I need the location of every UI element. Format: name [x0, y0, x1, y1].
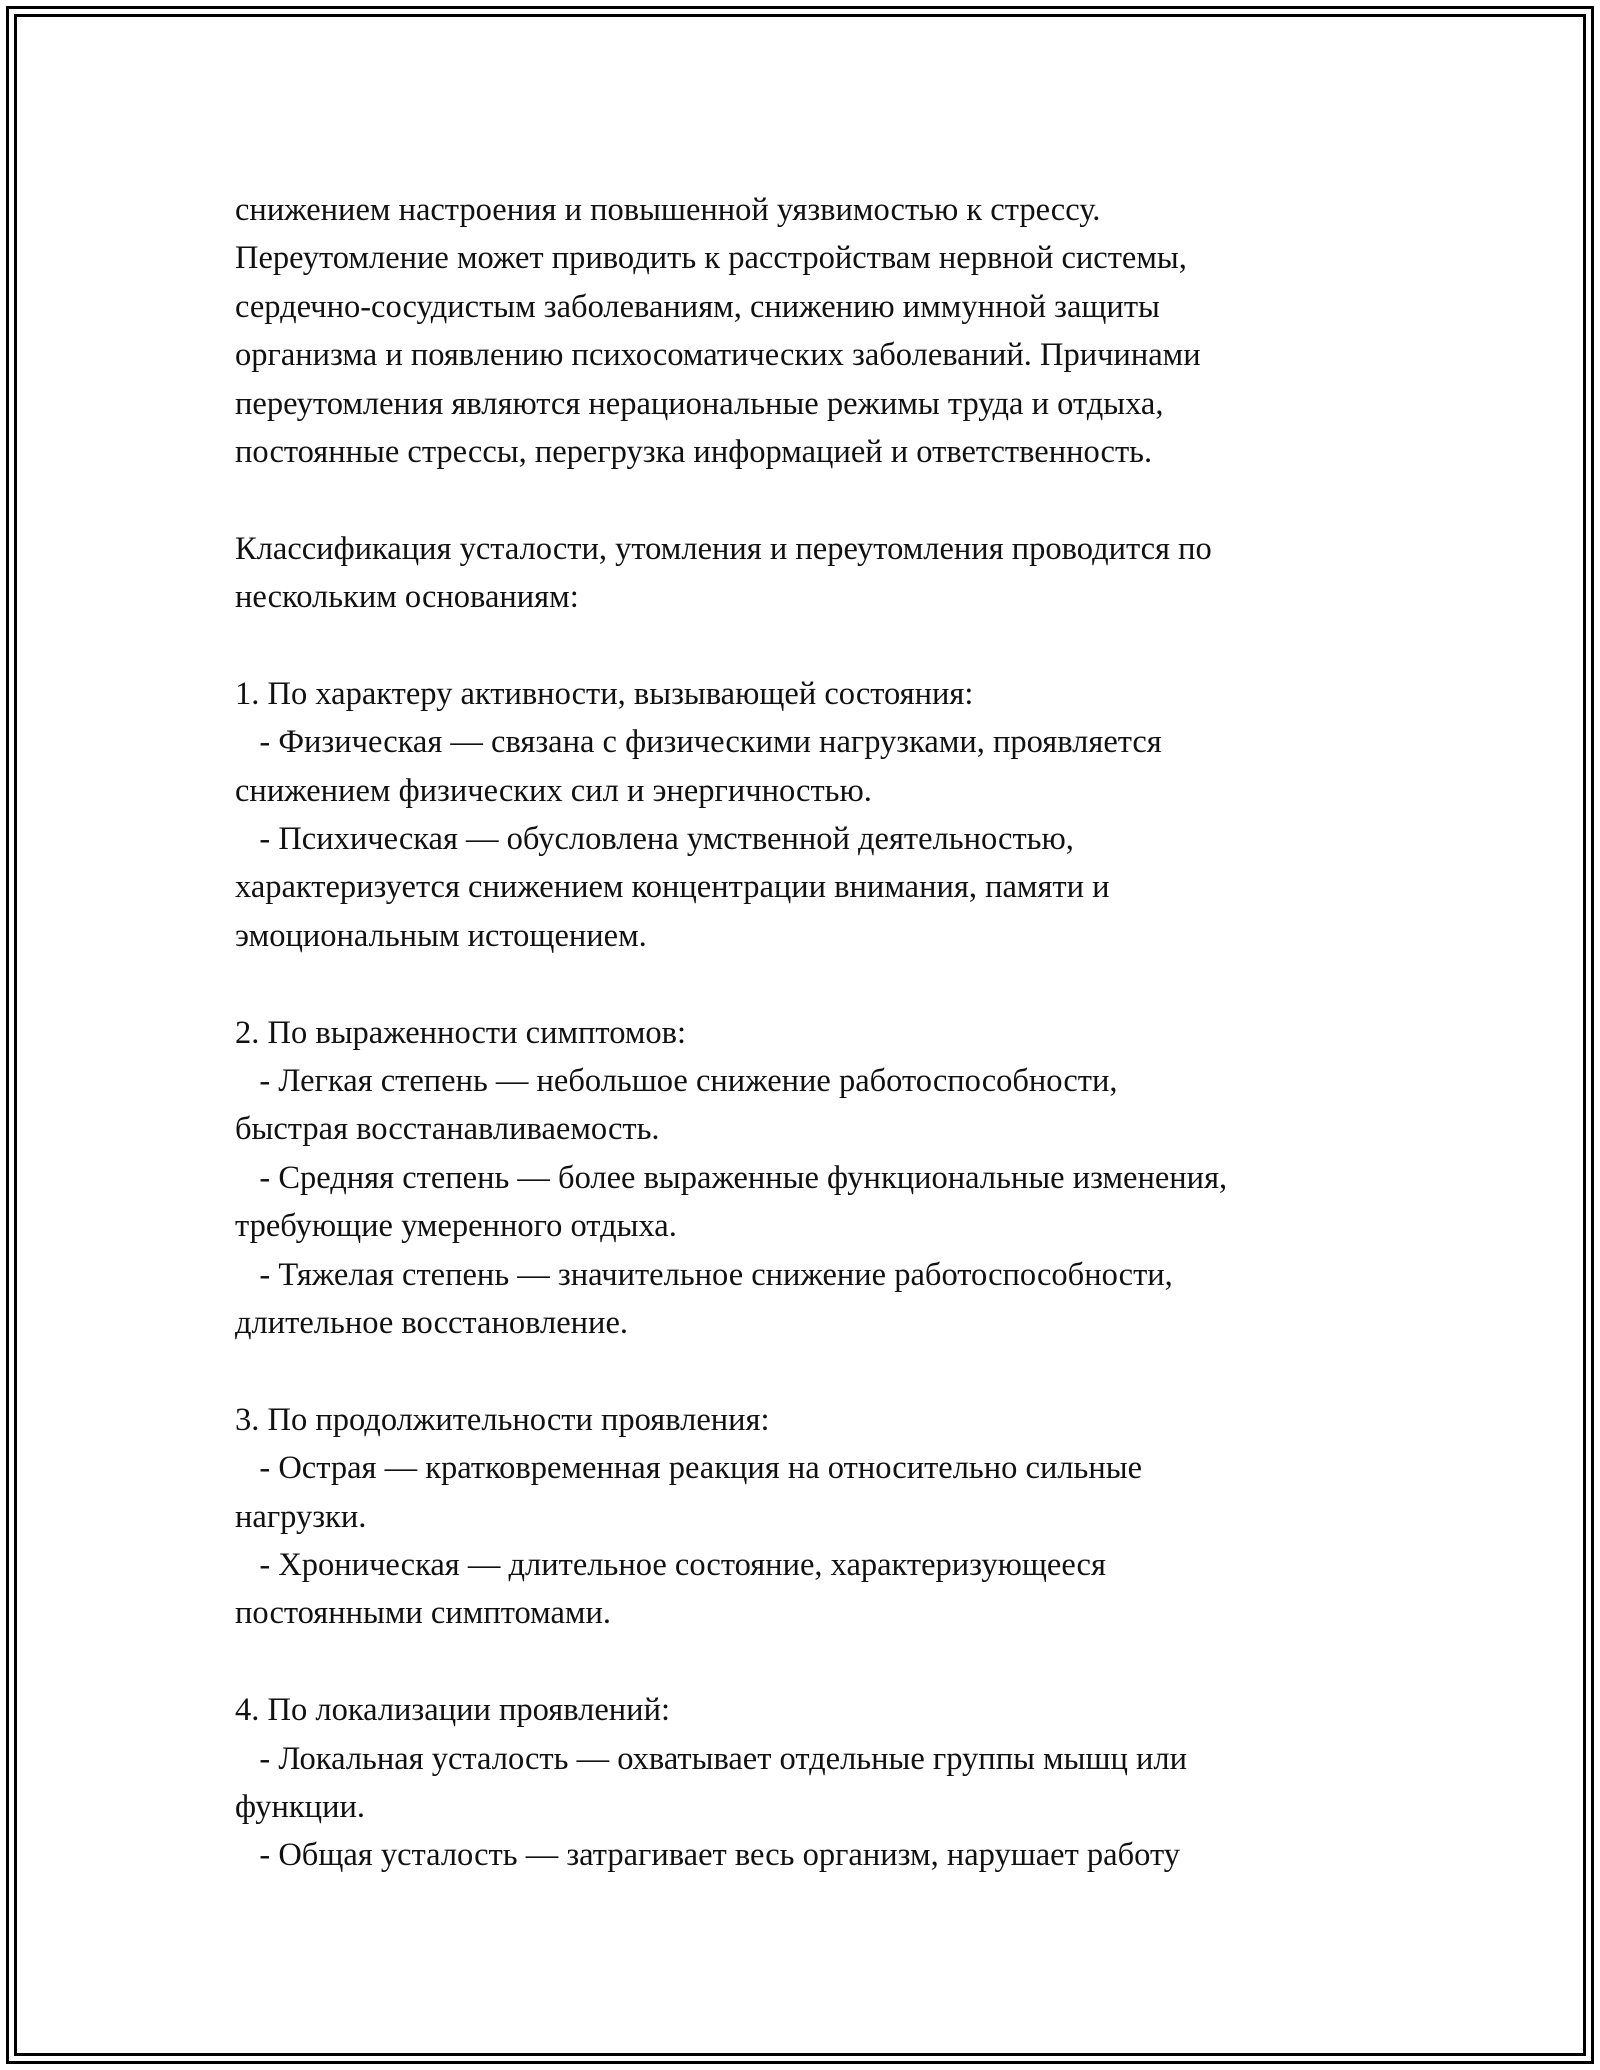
text-line: эмоциональным истощением. — [235, 917, 647, 954]
blank-line — [235, 960, 1415, 1008]
text-line: сердечно-сосудистым заболеваниям, снижению иммунной защиты — [235, 288, 1160, 325]
text-line: Классификация усталости, утомления и переутомления проводится по — [235, 530, 1212, 567]
blank-line — [235, 1638, 1415, 1686]
section-heading-1: 1. По характеру активности, вызывающей состояния: — [235, 675, 974, 712]
list-item: - Тяжелая степень — значительное снижение работоспособности, — [235, 1256, 1173, 1293]
section-heading-2: 2. По выраженности симптомов: — [235, 1014, 687, 1051]
list-item: - Хроническая — длительное состояние, характеризующееся — [235, 1546, 1106, 1583]
list-item: - Острая — кратковременная реакция на относительно сильные — [235, 1450, 1143, 1487]
text-line: функции. — [235, 1788, 365, 1825]
list-item: - Средняя степень — более выраженные функциональные изменения, — [235, 1159, 1228, 1196]
text-line: постоянные стрессы, перегрузка информацией и ответственность. — [235, 433, 1153, 470]
section-heading-4: 4. По локализации проявлений: — [235, 1692, 670, 1729]
list-item: - Психическая — обусловлена умственной деятельностью, — [235, 821, 1074, 858]
text-line: постоянными симптомами. — [235, 1595, 611, 1632]
text-line: снижением настроения и повышенной уязвимостью к стрессу. — [235, 192, 1101, 228]
blank-line — [235, 476, 1415, 524]
section-heading-3: 3. По продолжительности проявления: — [235, 1401, 770, 1438]
list-item: - Локальная усталость — охватывает отдельные группы мышц или — [235, 1740, 1188, 1777]
text-line: нескольким основаниям: — [235, 579, 579, 616]
text-line: нагрузки. — [235, 1498, 367, 1535]
blank-line — [235, 622, 1415, 670]
text-line: длительное восстановление. — [235, 1304, 628, 1341]
text-line: переутомления являются нерациональные режимы труда и отдыха, — [235, 385, 1164, 422]
text-line: требующие умеренного отдыха. — [235, 1208, 677, 1245]
text-line: характеризуется снижением концентрации внимания, памяти и — [235, 869, 1110, 906]
list-item: - Физическая — связана с физическими нагрузками, проявляется — [235, 724, 1162, 761]
blank-line — [235, 1347, 1415, 1395]
text-line: организма и появлению психосоматических заболеваний. Причинами — [235, 337, 1201, 374]
list-item: - Легкая степень — небольшое снижение работоспособности, — [235, 1063, 1118, 1100]
document-body — [235, 186, 1415, 1880]
text-line: быстрая восстанавливаемость. — [235, 1111, 660, 1148]
list-item: - Общая усталость — затрагивает весь организм, нарушает работу — [235, 1837, 1180, 1874]
text-line: снижением физических сил и энергичностью. — [235, 772, 872, 809]
text-line: Переутомление может приводить к расстройствам нервной системы, — [235, 240, 1187, 277]
